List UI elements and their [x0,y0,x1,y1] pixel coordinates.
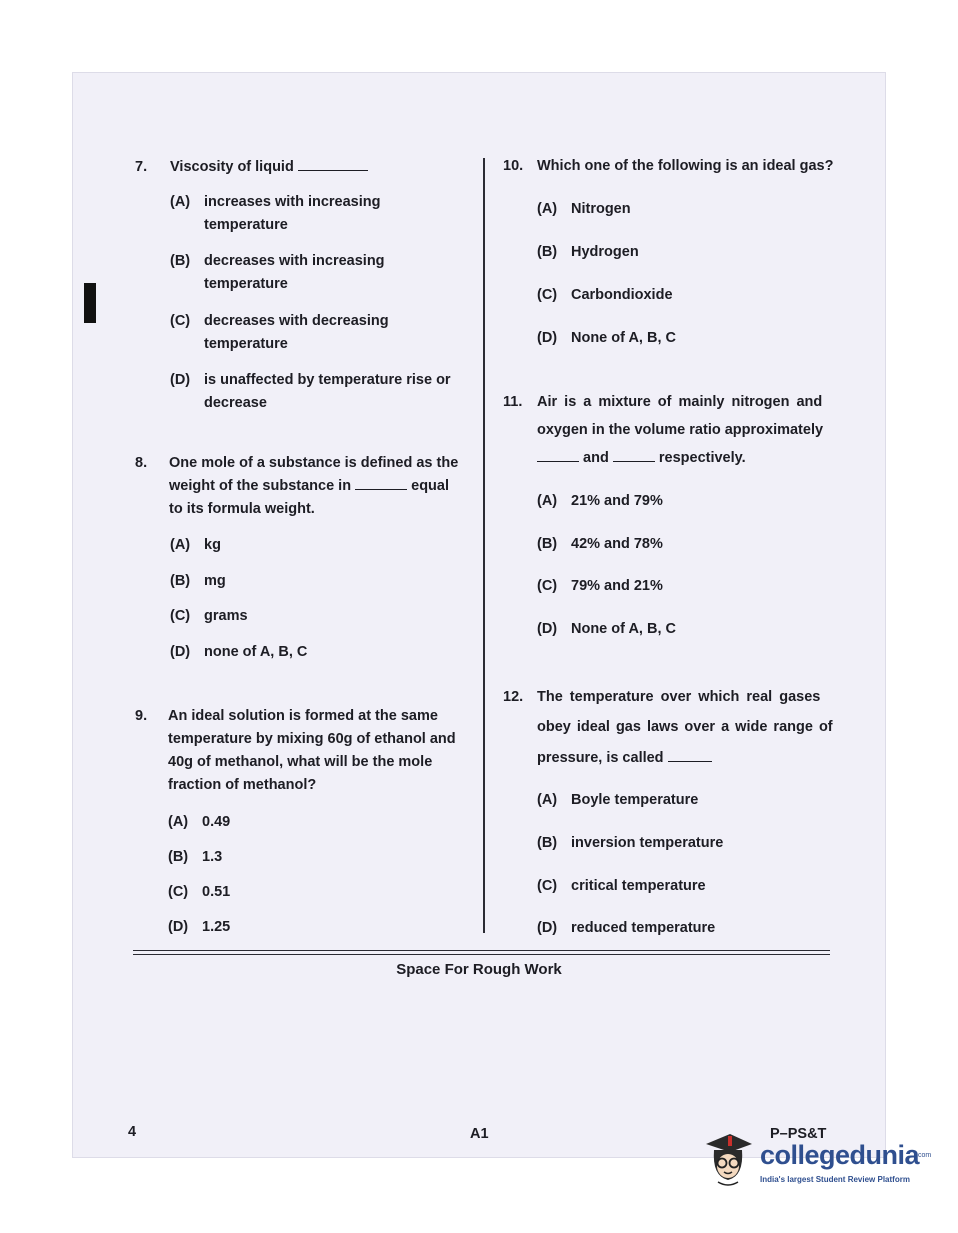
question-stem-line: temperature by mixing 60g of ethanol and [168,731,456,747]
logo-domain: .com [916,1152,932,1159]
option-c: (C) critical temperature [537,878,706,894]
rough-work-heading: Space For Rough Work [396,961,562,978]
option-b: (B) Hydrogen [537,244,639,260]
option-d: (D) reduced temperature [537,920,716,936]
option-c: (C) 0.51 [168,884,231,900]
option-b-cont: temperature [204,276,288,292]
option-d-cont: decrease [204,395,267,411]
page-number: 4 [128,1124,137,1140]
option-c: (C) 79% and 21% [537,578,663,594]
question-stem-line: One mole of a substance is defined as the [169,455,459,471]
option-a: (A) 0.49 [168,814,231,830]
option-c: (C) Carbondioxide [537,287,673,303]
question-stem-line: pressure, is called [537,747,712,770]
rough-work-rule [133,950,830,951]
question-stem-line: to its formula weight. [169,501,315,517]
option-a: (A) 21% and 79% [537,493,663,509]
option-b: (B) inversion temperature [537,835,724,851]
option-c: (C) grams [170,608,248,624]
option-c: (C) decreases with decreasing [170,313,389,329]
question-stem-line: oxygen in the volume ratio approximately [537,422,824,438]
answer-blank [355,477,407,490]
answer-blank [668,749,712,762]
question-stem-line: obey ideal gas laws over a wide range of [537,719,833,735]
option-b: (B) 42% and 78% [537,536,663,552]
option-d: (D) None of A, B, C [537,621,676,637]
question-stem-line: Air is a mixture of mainly nitrogen and [537,394,823,410]
logo-wordmark: collegedunia [760,1140,920,1170]
question-stem-line: 40g of methanol, what will be the mole [168,754,433,770]
question-number: 12. [503,689,524,705]
option-a-cont: temperature [204,217,288,233]
collegedunia-logo [700,1128,940,1198]
option-a: (A) kg [170,537,221,553]
question-number: 11. [503,394,523,410]
option-a: (A) Nitrogen [537,201,631,217]
question-stem-line: An ideal solution is formed at the same [168,708,438,724]
option-c-cont: temperature [204,336,288,352]
question-stem-line: The temperature over which real gases [537,689,821,705]
question-number: 7. [135,159,148,175]
answer-blank [298,158,368,171]
option-a: (A) Boyle temperature [537,792,699,808]
option-a: (A) increases with increasing [170,194,381,210]
option-d: (D) is unaffected by temperature rise or [170,372,451,388]
scan-registration-mark [84,283,96,323]
graduate-mascot-icon [700,1130,756,1192]
option-d: (D) 1.25 [168,919,231,935]
question-stem-line: weight of the substance in equal [169,478,450,494]
booklet-set: A1 [470,1126,489,1142]
option-b: (B) decreases with increasing [170,253,385,269]
question-stem: Viscosity of liquid [170,156,368,179]
question-stem-line: and respectively. [537,447,746,470]
option-b: (B) 1.3 [168,849,223,865]
question-number: 8. [135,455,148,471]
rough-work-rule [133,954,830,955]
paper-code: P–PS&T [770,1126,827,1142]
question-number: 10. [503,158,524,174]
column-divider [483,158,485,933]
option-d: (D) None of A, B, C [537,330,676,346]
logo-tagline: India's largest Student Review Platform [760,1175,910,1184]
question-stem-line: fraction of methanol? [168,777,317,793]
question-number: 9. [135,708,148,724]
question-stem: Which one of the following is an ideal gas? [537,158,834,174]
option-d: (D) none of A, B, C [170,644,308,660]
answer-blank [537,449,579,462]
option-b: (B) mg [170,573,226,589]
answer-blank [613,449,655,462]
